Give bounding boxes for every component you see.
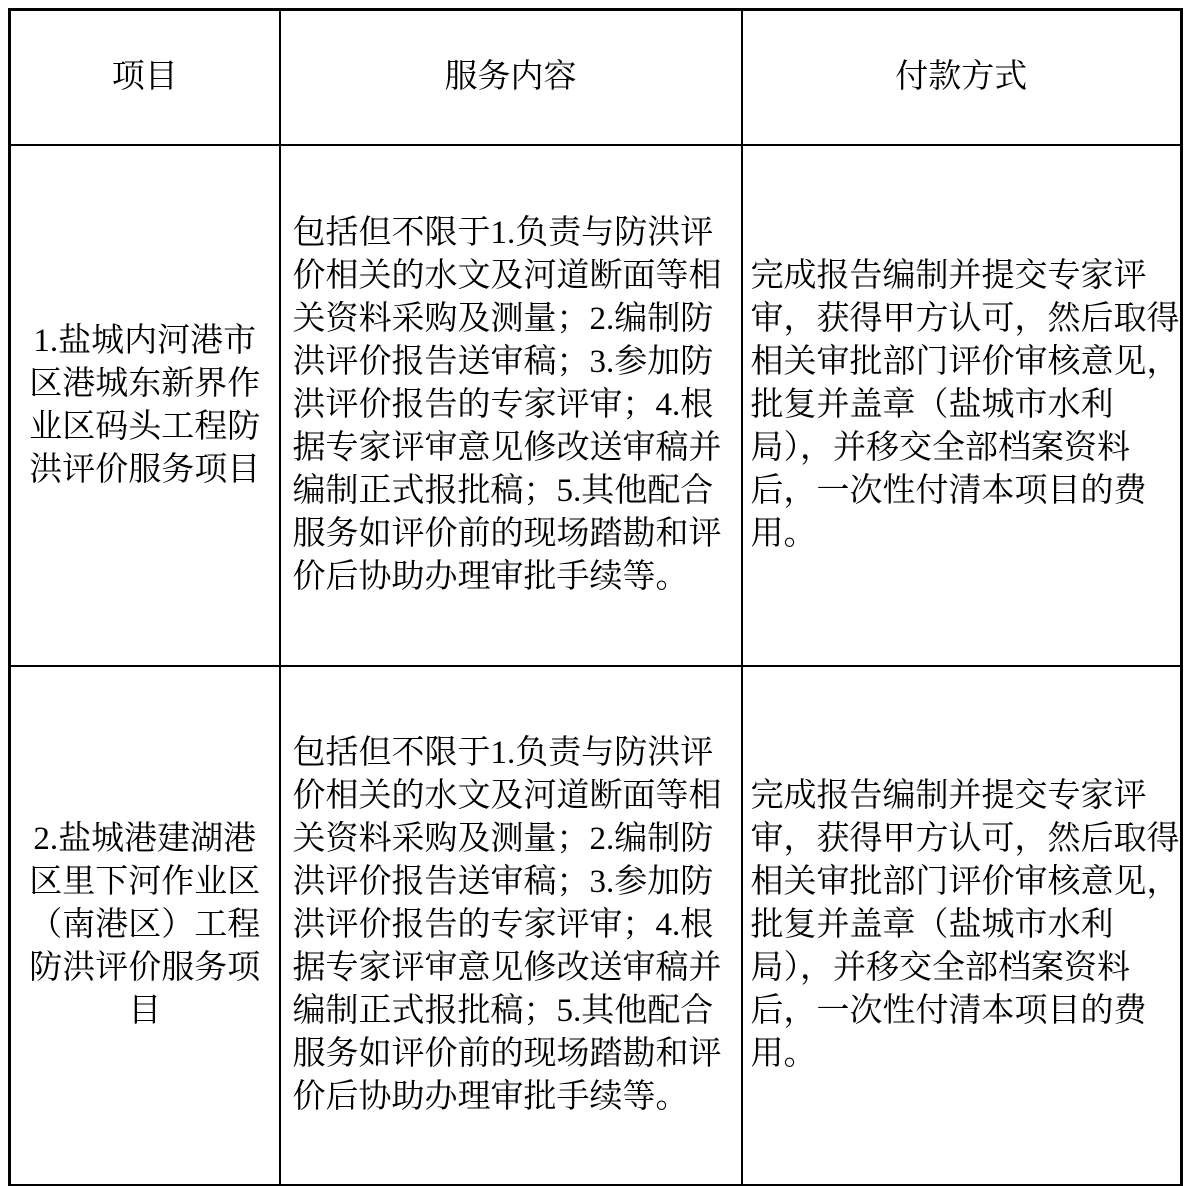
header-project: 项目 [10, 10, 280, 146]
payment-method-cell: 完成报告编制并提交专家评审，获得甲方认可，然后取得相关审批部门评价审核意见，批复并盖章（盐城市水利局），并移交全部档案资料后，一次性付清本项目的费用。 [742, 666, 1182, 1186]
payment-method-cell: 完成报告编制并提交专家评审，获得甲方认可，然后取得相关审批部门评价审核意见，批复并盖章（盐城市水利局），并移交全部档案资料后，一次性付清本项目的费用。 [742, 145, 1182, 666]
table-row [10, 666, 1182, 1186]
table-row [10, 145, 1182, 666]
header-payment-method: 付款方式 [742, 10, 1182, 146]
project-cell: 1.盐城内河港市区港城东新界作业区码头工程防洪评价服务项目 [10, 145, 280, 666]
project-cell: 2.盐城港建湖港区里下河作业区（南港区）工程防洪评价服务项目 [10, 666, 280, 1186]
header-service-content: 服务内容 [280, 10, 742, 146]
header-row [10, 10, 1182, 146]
service-content-cell: 包括但不限于1.负责与防洪评价相关的水文及河道断面等相关资料采购及测量；2.编制防洪评价报告送审稿；3.参加防洪评价报告的专家评审；4.根据专家评审意见修改送审稿并编制正式报批稿；5.其他配合服务如评价前的现场踏勘和评价后协助办理审批手续等。 [280, 145, 742, 666]
service-contract-table [8, 8, 1183, 1186]
service-content-cell: 包括但不限于1.负责与防洪评价相关的水文及河道断面等相关资料采购及测量；2.编制防洪评价报告送审稿；3.参加防洪评价报告的专家评审；4.根据专家评审意见修改送审稿并编制正式报批稿；5.其他配合服务如评价前的现场踏勘和评价后协助办理审批手续等。 [280, 666, 742, 1186]
